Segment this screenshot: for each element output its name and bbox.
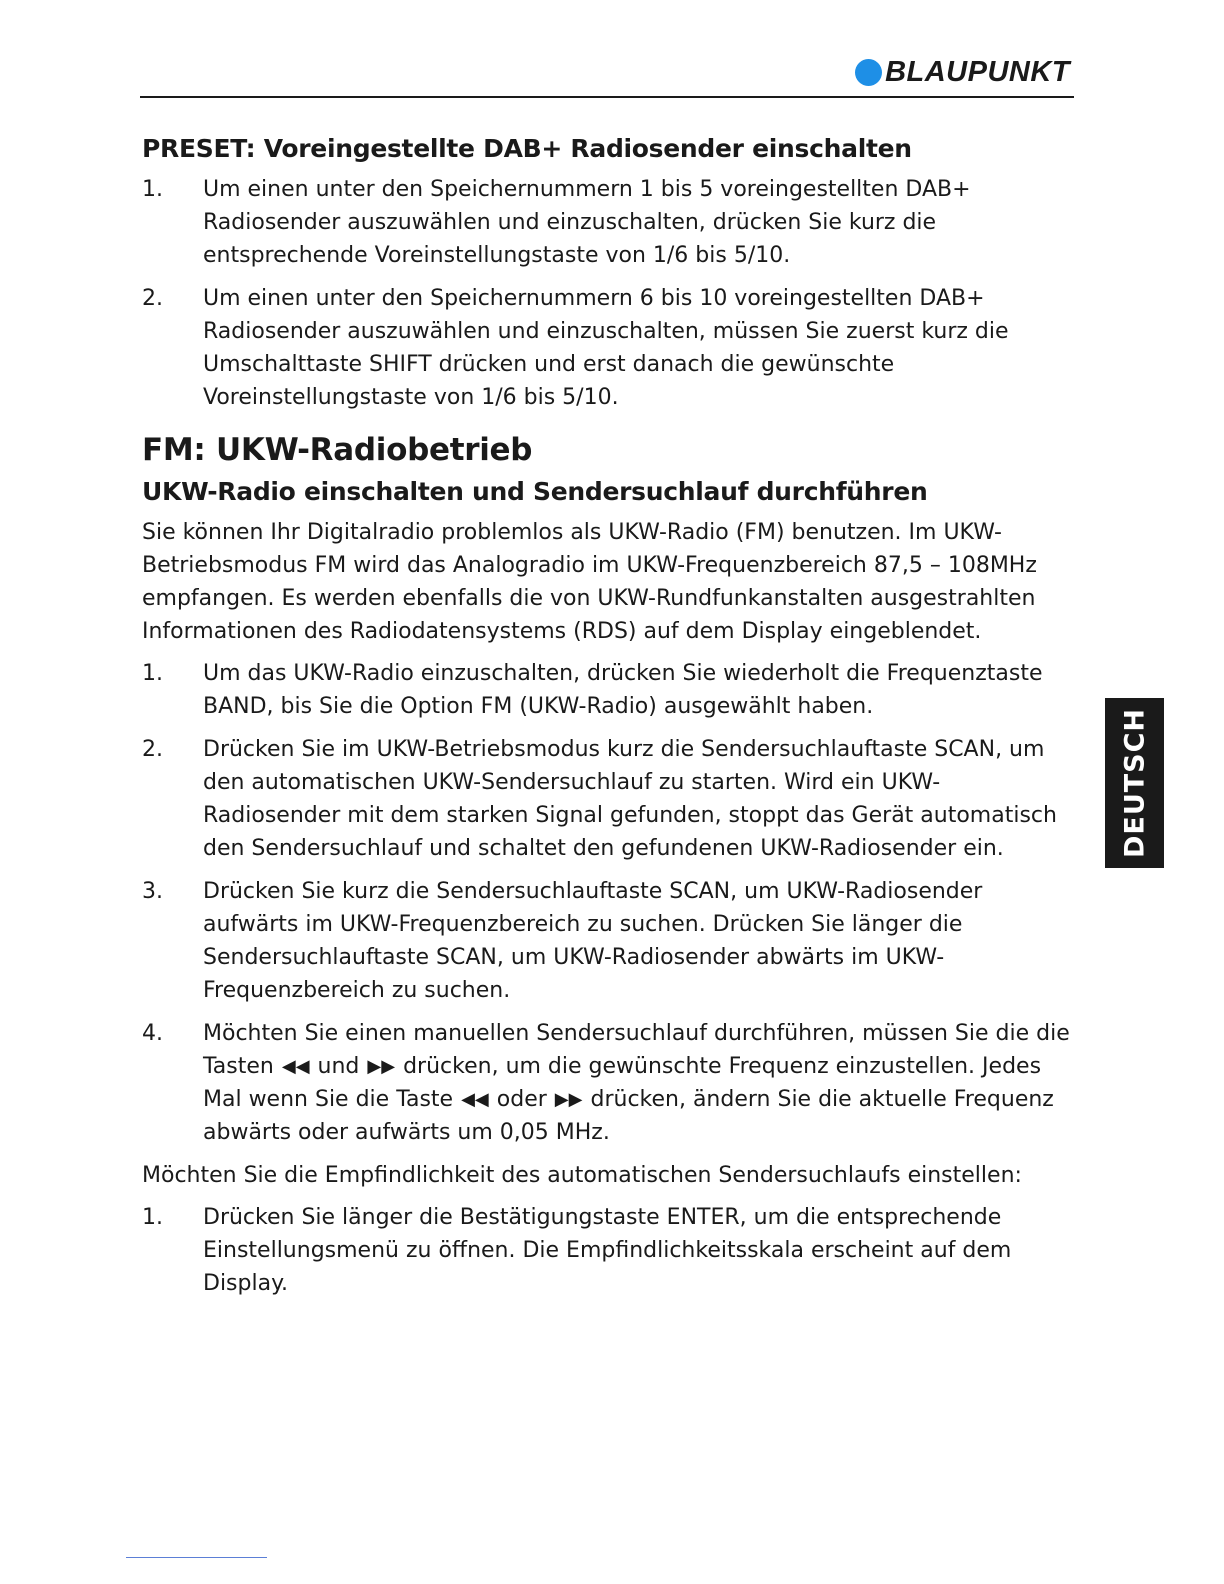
step-number: 1. bbox=[142, 177, 163, 202]
step-text: Drücken Sie im UKW-Betriebsmodus kurz die Sendersuchlauftaste SCAN, um den automatischen UKW-Sendersuchlauf zu starten. Wird ein UKW-Radiosender mit dem starken Signal gefunden, stoppt das Gerät automatisch den Sendersuchlauf und schaltet den gefundenen UKW-Radiosender ein. bbox=[203, 737, 1057, 861]
list-item bbox=[142, 1017, 1072, 1149]
step-number: 3. bbox=[142, 879, 163, 904]
list-item bbox=[142, 1201, 1072, 1300]
step-number: 2. bbox=[142, 737, 163, 762]
step-number: 1. bbox=[142, 661, 163, 686]
step-text: Drücken Sie kurz die Sendersuchlauftaste SCAN, um UKW-Radiosender aufwärts im UKW-Frequenzbereich zu suchen. Drücken Sie länger die Sendersuchlauftaste SCAN, um UKW-Radiosender abwärts im UKW-Frequenzbereich zu suchen. bbox=[203, 879, 983, 1003]
preset-heading: PRESET: Voreingestellte DAB+ Radiosender einschalten bbox=[142, 134, 912, 163]
fm-section-title: FM: UKW-Radiobetrieb bbox=[142, 432, 533, 468]
rewind-icon: ◀◀ bbox=[281, 1056, 310, 1077]
step-text-part: drücken, ändern Sie die aktuelle Frequenz abwärts oder aufwärts um 0,05 MHz. bbox=[203, 1087, 1054, 1145]
fm-steps bbox=[142, 657, 1072, 1149]
page-header bbox=[140, 52, 1074, 98]
fm-intro-paragraph: Sie können Ihr Digitalradio problemlos als UKW-Radio (FM) benutzen. Im UKW-Betriebsmodus FM wird das Analogradio im UKW-Frequenzbereich 87,5 – 108MHz empfangen. Es werden ebenfalls die von UKW-Rundfunkanstalten ausgestrahlten Informationen des Radiodatensystems (RDS) auf dem Display eingeblendet. bbox=[142, 520, 1037, 644]
list-item bbox=[142, 282, 1072, 414]
step-number: 2. bbox=[142, 286, 163, 311]
blaupunkt-logo bbox=[855, 56, 1070, 89]
preset-steps bbox=[142, 173, 1072, 414]
fast-forward-icon: ▶▶ bbox=[367, 1056, 396, 1077]
language-tab-label: DEUTSCH bbox=[1119, 707, 1150, 859]
step-number: 4. bbox=[142, 1021, 163, 1046]
step-number: 1. bbox=[142, 1205, 163, 1230]
fm-subheading: UKW-Radio einschalten und Sendersuchlauf durchführen bbox=[142, 477, 928, 506]
language-tab bbox=[1105, 698, 1164, 868]
list-item bbox=[142, 657, 1072, 723]
step-text-part: Möchten Sie einen manuellen Sendersuchlauf durchführen, müssen Sie die die Tasten bbox=[203, 1021, 1070, 1079]
sensitivity-steps bbox=[142, 1201, 1072, 1300]
sensitivity-intro: Möchten Sie die Empfindlichkeit des automatischen Sendersuchlaufs einstellen: bbox=[142, 1163, 1022, 1188]
list-item bbox=[142, 173, 1072, 272]
step-text-part: und bbox=[317, 1054, 360, 1079]
logo-dot-icon bbox=[855, 59, 882, 86]
brand-name: BLAUPUNKT bbox=[885, 56, 1070, 88]
footer-divider bbox=[126, 1557, 267, 1558]
step-text-part: drücken, um die gewünschte Frequenz einzustellen. Jedes Mal wenn Sie die Taste bbox=[203, 1054, 1042, 1112]
step-text: Um einen unter den Speichernummern 1 bis 5 voreingestellten DAB+ Radiosender auszuwählen und einzuschalten, drücken Sie kurz die entsprechende Voreinstellungstaste von 1/6 bis 5/10. bbox=[203, 177, 971, 268]
list-item bbox=[142, 733, 1072, 865]
list-item bbox=[142, 875, 1072, 1007]
step-text: Um einen unter den Speichernummern 6 bis 10 voreingestellten DAB+ Radiosender auszuwählen und einzuschalten, müssen Sie zuerst kurz die Umschalttaste SHIFT drücken und erst danach die gewünschte Voreinstellungstaste von 1/6 bis 5/10. bbox=[203, 286, 1009, 410]
fast-forward-icon: ▶▶ bbox=[554, 1089, 583, 1110]
step-text: Um das UKW-Radio einzuschalten, drücken Sie wiederholt die Frequenztaste BAND, bis Sie die Option FM (UKW-Radio) ausgewählt haben. bbox=[203, 661, 1043, 719]
step-text: Drücken Sie länger die Bestätigungstaste ENTER, um die entsprechende Einstellungsmenü zu öffnen. Die Empfindlichkeitsskala erscheint auf dem Display. bbox=[203, 1205, 1012, 1296]
main-content bbox=[142, 131, 1072, 1310]
rewind-icon: ◀◀ bbox=[461, 1089, 489, 1110]
step-text-part: oder bbox=[496, 1087, 547, 1112]
